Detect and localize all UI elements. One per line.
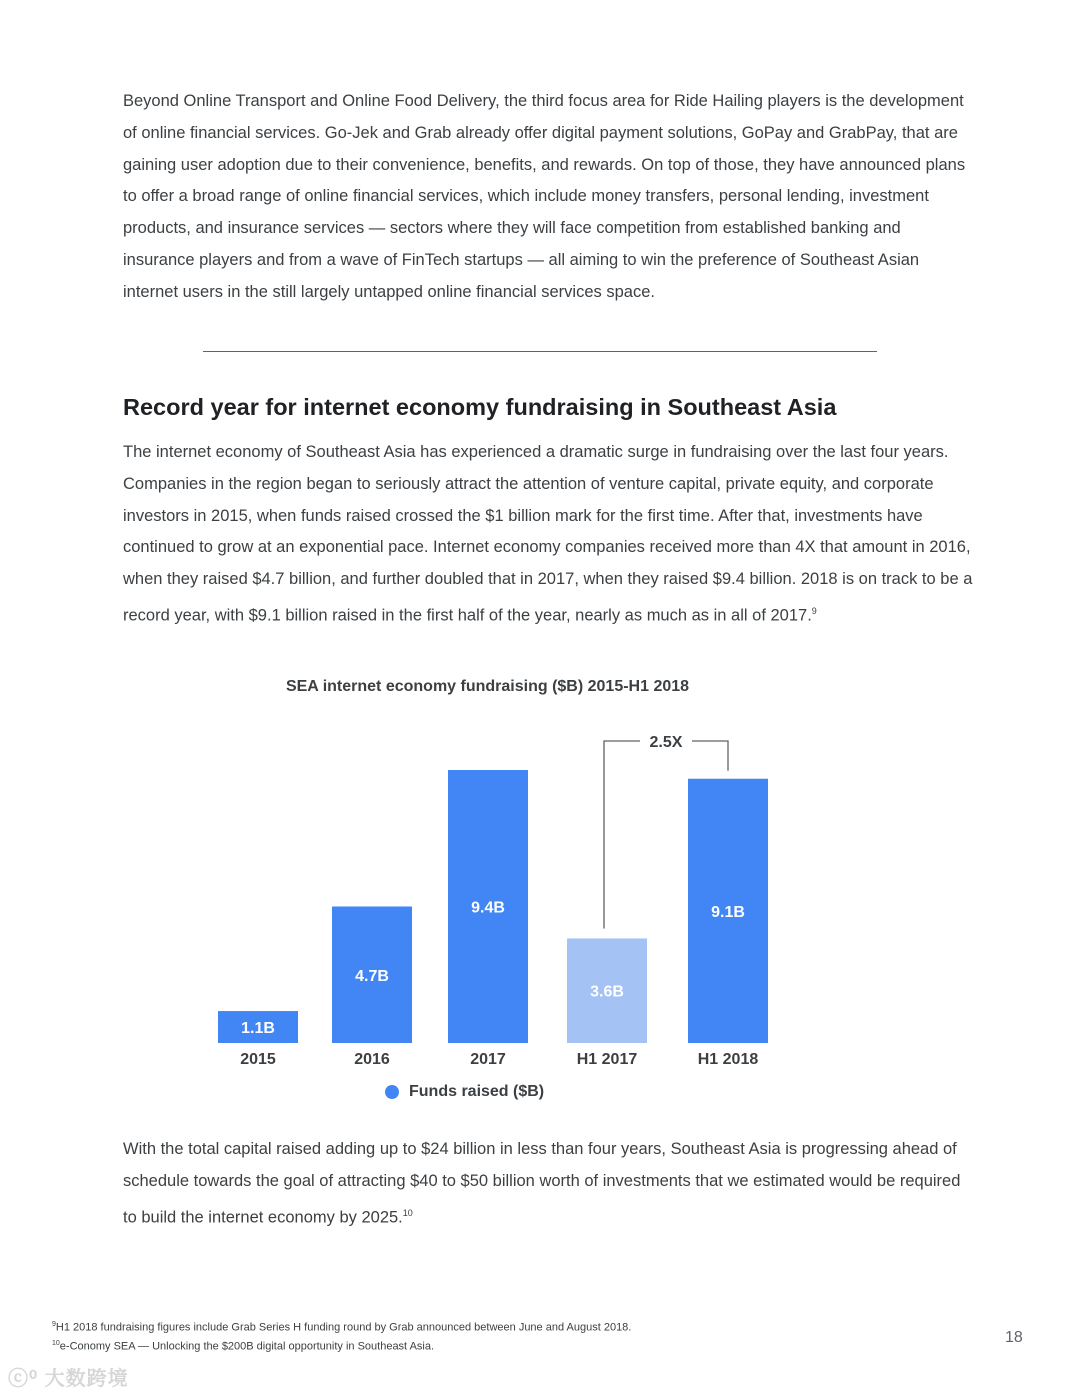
- bar-value-label: 9.4B: [471, 899, 505, 917]
- watermark-logo: ⓒ⁰ 大数跨境: [8, 1368, 129, 1390]
- bar-value-label: 1.1B: [241, 1020, 275, 1038]
- footnote: $^{10}$e-Conomy SEA — Unlocking the $200B digital opportunity in Southeast Asia.: [52, 1339, 435, 1353]
- intro-paragraph: Beyond Online Transport and Online Food Delivery, the third focus area for Ride Hailing players is the development of online financial services. Go-Jek and Grab already offer digital payment solutions, GoPay and GrabPay, that are gaining user adoption due to their convenience, benefits, and rewards. On top of those, they have announced plans to offer a broad range of online financial services, which include money transfers, personal lending, investment products, and insurance services — sectors where they will face competition from established banking and insurance players and from a wave of FinTech startups — all aiming to win the preference of Southeast Asian internet users in the still largely untapped online financial services space.: [123, 92, 966, 301]
- closing-paragraph: With the total capital raised adding up to $24 billion in less than four years, Southeast Asia is progressing ahead of schedule towards the goal of attracting $40 to $50 billion worth of investments that we estimated would be required to build the internet economy by 2025.10: [123, 1140, 961, 1227]
- annotation-bracket: [604, 741, 640, 928]
- section-paragraph: The internet economy of Southeast Asia has experienced a dramatic surge in fundraising over the last four years. Companies in the region began to seriously attract the attention of venture capital, private equity, and corporate investors in 2015, when funds raised crossed the $1 billion mark for the first time. After that, investments have continued to grow at an exponential pace. Internet economy companies received more than 4X that amount in 2016, when they raised $4.7 billion, and further doubled that in 2017, when they raised $9.4 billion. 2018 is on track to be a record year, with $9.1 billion raised in the first half of the year, nearly as much as in all of 2017.$^9$: [123, 443, 973, 625]
- category-label: 2017: [470, 1051, 506, 1068]
- footnote-ref: 9: [811, 605, 817, 616]
- annotation-bracket: [692, 741, 728, 771]
- annotation-label: 2.5X: [649, 734, 683, 751]
- legend-label: Funds raised ($B): [409, 1083, 545, 1100]
- legend-marker: [385, 1085, 399, 1099]
- footnotes: [52, 1317, 631, 1354]
- chart-legend: [385, 1083, 544, 1101]
- bar-value-label: 9.1B: [711, 903, 745, 921]
- bar-value-label: 4.7B: [355, 967, 389, 985]
- page-number: 18: [1005, 1329, 1023, 1346]
- chart-title: SEA internet economy fundraising ($B) 2015-H1 2018: [285, 678, 690, 695]
- bar-value-label: 3.6B: [590, 983, 624, 1001]
- footnote-ref: 10: [402, 1207, 413, 1218]
- category-label: 2015: [240, 1051, 276, 1068]
- footnote: $^9$H1 2018 fundraising figures include Grab Series H funding round by Grab announced between June and August 2018.: [52, 1321, 632, 1334]
- section-heading: Record year for internet economy fundraising in Southeast Asia: [123, 394, 837, 420]
- category-label: H1 2017: [576, 1051, 638, 1068]
- category-label: 2016: [354, 1051, 390, 1068]
- category-label: H1 2018: [697, 1051, 759, 1068]
